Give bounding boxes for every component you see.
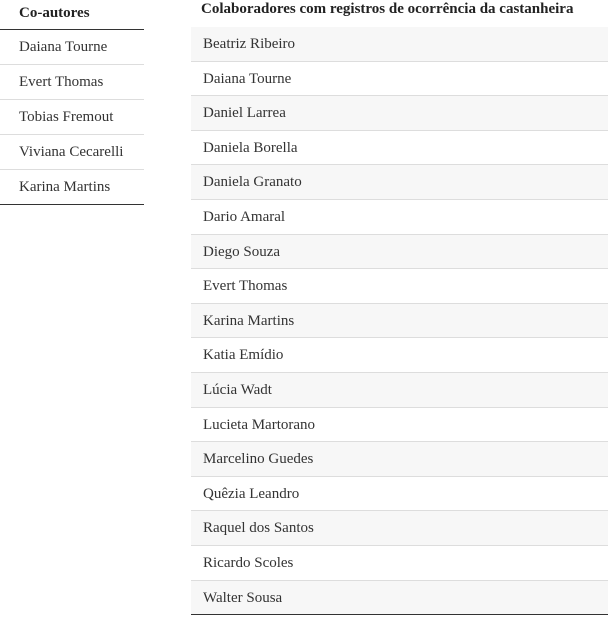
collaborator-row: Evert Thomas bbox=[191, 269, 608, 304]
coauthor-row: Tobias Fremout bbox=[0, 100, 144, 135]
collaborator-row: Quêzia Leandro bbox=[191, 477, 608, 512]
collaborator-row: Dario Amaral bbox=[191, 200, 608, 235]
collaborator-row: Daniel Larrea bbox=[191, 96, 608, 131]
collaborator-row: Lucieta Martorano bbox=[191, 408, 608, 443]
collaborator-row: Daniela Granato bbox=[191, 165, 608, 200]
coauthor-row: Karina Martins bbox=[0, 170, 144, 205]
coauthors-table bbox=[0, 0, 144, 205]
collaborator-row: Diego Souza bbox=[191, 235, 608, 270]
coauthors-header: Co-autores bbox=[0, 0, 144, 30]
coauthor-row: Viviana Cecarelli bbox=[0, 135, 144, 170]
collaborator-row: Ricardo Scoles bbox=[191, 546, 608, 581]
collaborator-row: Walter Sousa bbox=[191, 581, 608, 616]
collaborators-table bbox=[191, 0, 608, 615]
collaborators-header: Colaboradores com registros de ocorrência da castanheira bbox=[201, 1, 574, 17]
collaborator-row: Lúcia Wadt bbox=[191, 373, 608, 408]
coauthor-row: Evert Thomas bbox=[0, 65, 144, 100]
collaborator-row: Daiana Tourne bbox=[191, 62, 608, 97]
collaborator-row: Karina Martins bbox=[191, 304, 608, 339]
coauthor-row: Daiana Tourne bbox=[0, 30, 144, 65]
collaborator-row: Raquel dos Santos bbox=[191, 511, 608, 546]
collaborator-row: Marcelino Guedes bbox=[191, 442, 608, 477]
collaborator-row: Katia Emídio bbox=[191, 338, 608, 373]
collaborator-row: Daniela Borella bbox=[191, 131, 608, 166]
collaborator-row: Beatriz Ribeiro bbox=[191, 27, 608, 62]
